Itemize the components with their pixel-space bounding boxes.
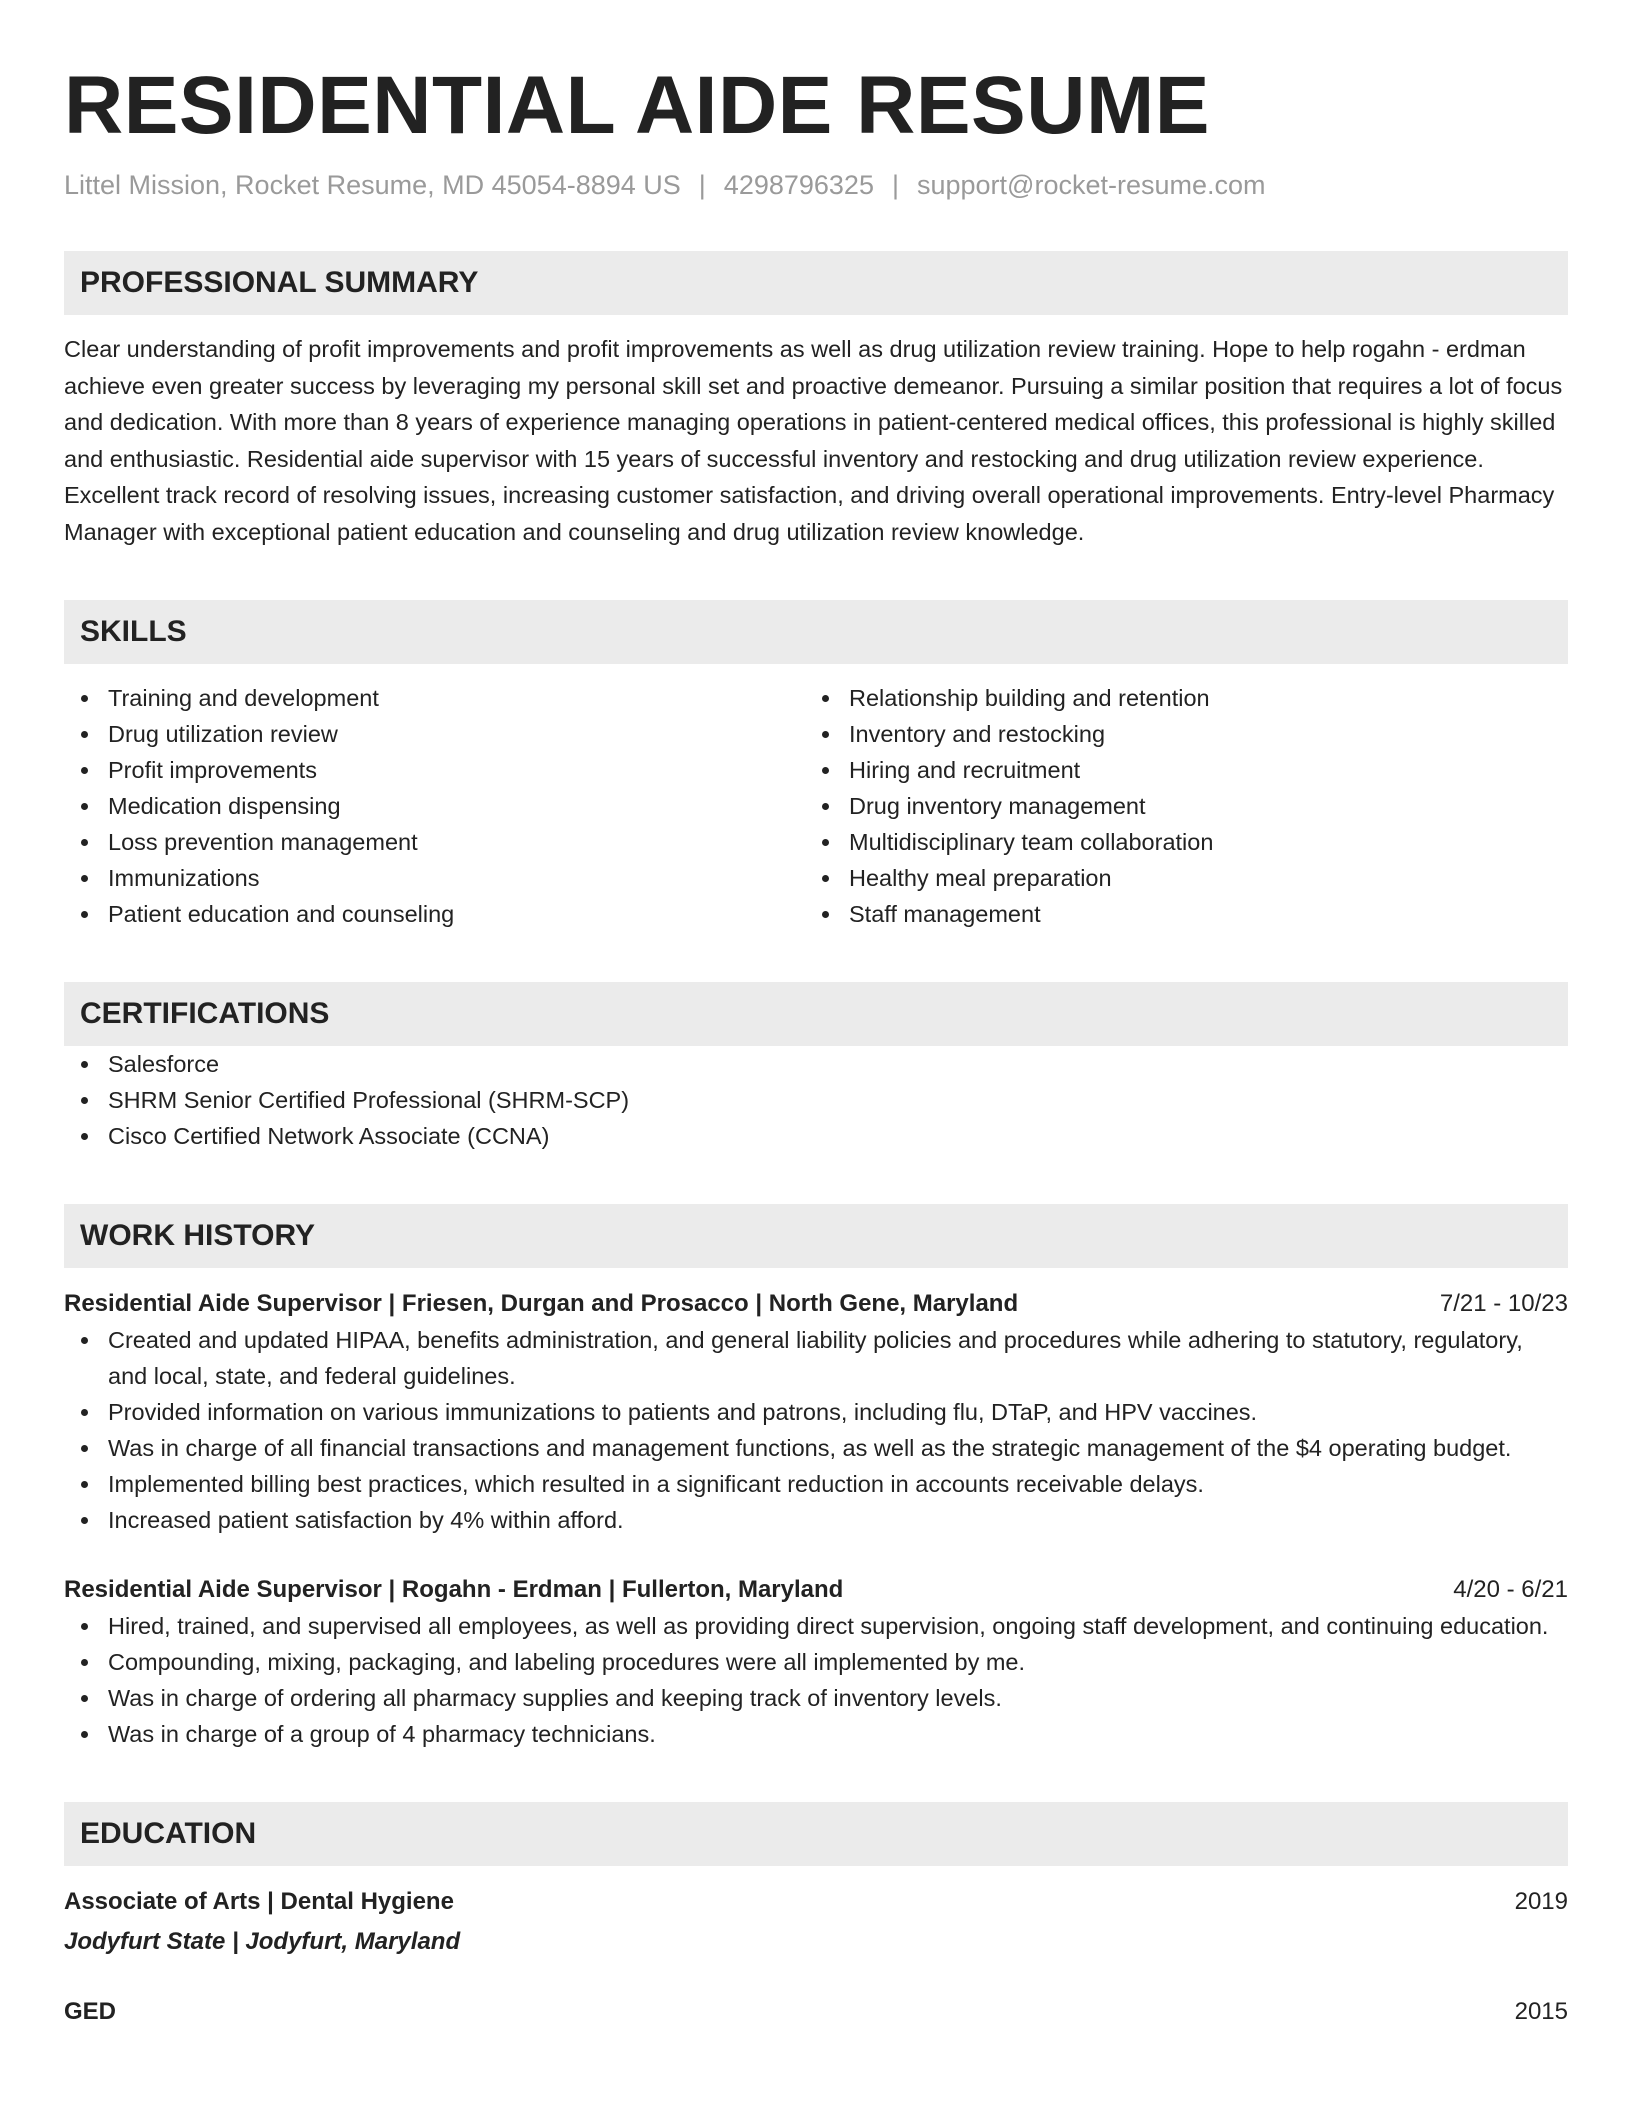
resume-title: RESIDENTIAL AIDE RESUME [64,60,1210,151]
skill-item: Drug inventory management [805,788,1546,824]
job-bullet: Provided information on various immunizations to patients and patrons, including flu, DTaP, and HPV vaccines. [64,1394,1568,1430]
job-header [64,1286,1568,1322]
education-year: 2015 [1514,1998,1568,2025]
education-degree: GED [64,1998,117,2025]
job-bullets [64,1322,1568,1538]
skill-item: Multidisciplinary team collaboration [805,824,1546,860]
skill-item: Relationship building and retention [805,680,1546,716]
section-heading-work-history: WORK HISTORY [64,1204,1568,1268]
job-bullets [64,1608,1568,1752]
job-entry [64,1572,1568,1752]
certification-item: SHRM Senior Certified Professional (SHRM-SCP) [64,1082,1568,1118]
education-school: Jodyfurt State | Jodyfurt, Maryland [64,1928,461,1955]
skill-item: Healthy meal preparation [805,860,1546,896]
contact-email: support@rocket-resume.com [916,170,1266,200]
skills-column-left [64,680,805,932]
section-heading-certifications: CERTIFICATIONS [64,982,1568,1046]
job-bullet: Was in charge of all financial transactions and management functions, as well as the strategic management of the $4 operating budget. [64,1430,1568,1466]
skill-item: Immunizations [64,860,805,896]
skill-item: Training and development [64,680,805,716]
job-bullet: Compounding, mixing, packaging, and labeling procedures were all implemented by me. [64,1644,1568,1680]
section-heading-summary: PROFESSIONAL SUMMARY [64,251,1568,315]
education-degree: Associate of Arts | Dental Hygiene [64,1888,454,1915]
contact-line [64,170,1568,201]
job-title: Residential Aide Supervisor | Rogahn - Erdman | Fullerton, Maryland [64,1576,844,1603]
job-bullet: Implemented billing best practices, which resulted in a significant reduction in accounts receivable delays. [64,1466,1568,1502]
education-entry [64,1884,1568,1960]
certifications-list [64,1046,1568,1154]
job-title: Residential Aide Supervisor | Friesen, Durgan and Prosacco | North Gene, Maryland [64,1290,1019,1317]
skill-item: Inventory and restocking [805,716,1546,752]
skill-item: Drug utilization review [64,716,805,752]
certification-item: Salesforce [64,1046,1568,1082]
job-dates: 7/21 - 10/23 [1439,1290,1568,1317]
contact-separator: | [891,170,899,200]
job-dates: 4/20 - 6/21 [1453,1576,1568,1603]
section-heading-education: EDUCATION [64,1802,1568,1866]
certification-item: Cisco Certified Network Associate (CCNA) [64,1118,1568,1154]
contact-separator: | [698,170,706,200]
job-bullet: Was in charge of ordering all pharmacy supplies and keeping track of inventory levels. [64,1680,1568,1716]
education-year: 2019 [1514,1888,1568,1915]
contact-phone: 4298796325 [723,170,874,200]
job-bullet: Hired, trained, and supervised all employees, as well as providing direct supervision, ongoing staff development, and continuing education. [64,1608,1568,1644]
skill-item: Patient education and counseling [64,896,805,932]
skill-item: Staff management [805,896,1546,932]
skill-item: Hiring and recruitment [805,752,1546,788]
job-header [64,1572,1568,1608]
education-entry [64,1994,1568,2030]
job-bullet: Increased patient satisfaction by 4% within afford. [64,1502,1568,1538]
job-entry [64,1286,1568,1538]
job-bullet: Was in charge of a group of 4 pharmacy technicians. [64,1716,1568,1752]
skills-column-right [805,680,1546,932]
skill-item: Loss prevention management [64,824,805,860]
skill-item: Medication dispensing [64,788,805,824]
summary-text: Clear understanding of profit improvements and profit improvements as well as drug utilization review training. Hope to help rogahn - erdman achieve even greater success by leveraging my personal skill set and proactive demeanor. Pursuing a similar position that requires a lot of focus and dedication. With more than 8 years of experience managing operations in patient-centered medical offices, this professional is highly skilled and enthusiastic. Residential aide supervisor with 15 years of successful inventory and restocking and drug utilization review experience. Excellent track record of resolving issues, increasing customer satisfaction, and driving overall operational improvements. Entry-level Pharmacy Manager with exceptional patient education and counseling and drug utilization review knowledge. [64,336,1563,545]
section-heading-skills: SKILLS [64,600,1568,664]
job-bullet: Created and updated HIPAA, benefits administration, and general liability policies and procedures while adhering to statutory, regulatory, and local, state, and federal guidelines. [64,1322,1568,1394]
contact-address: Littel Mission, Rocket Resume, MD 45054-8894 US [64,170,681,200]
education-header [64,1884,1568,1920]
education-header [64,1994,1568,2030]
skill-item: Profit improvements [64,752,805,788]
skills-grid [64,680,1568,932]
